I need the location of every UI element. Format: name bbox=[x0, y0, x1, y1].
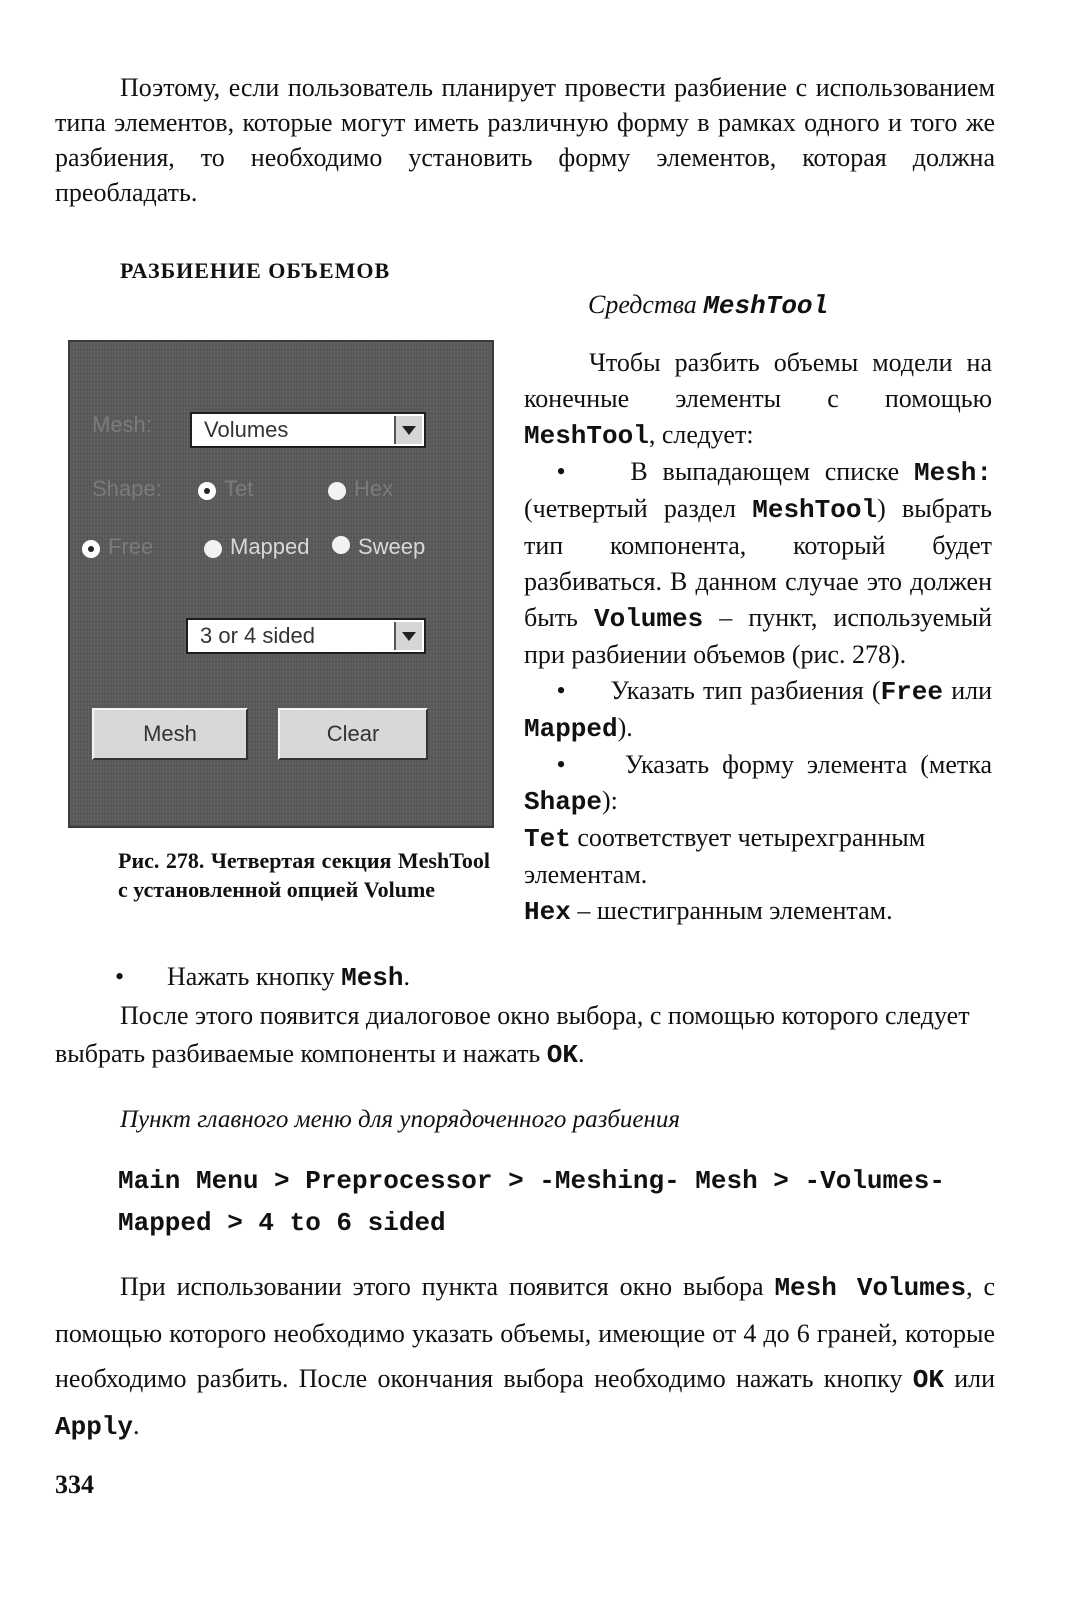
rp1-code: MeshTool bbox=[524, 421, 649, 451]
b2-b: или bbox=[951, 676, 993, 705]
b3-b: ): bbox=[602, 786, 618, 815]
b2-code1: Free bbox=[880, 677, 943, 707]
radio-tet[interactable] bbox=[198, 482, 216, 500]
rp1-tail: , следует: bbox=[648, 420, 754, 449]
mesh-label: Mesh: bbox=[92, 412, 152, 437]
tet-code: Tet bbox=[524, 824, 571, 854]
final-a: При использовании этого пункта появится окно выбора bbox=[120, 1272, 764, 1301]
b1-b: (четвертый раздел bbox=[524, 494, 737, 523]
after-code: OK bbox=[546, 1040, 579, 1070]
hex-text: – шестигранным элементам. bbox=[577, 896, 893, 925]
after-text: После этого появится диалоговое окно выбора, с помощью которого следует выбрать разбиваемые компоненты и нажать bbox=[55, 1001, 970, 1068]
subsection-title-prefix: Средства bbox=[588, 290, 697, 319]
menu-path: Main Menu > Preprocessor > -Meshing- Mesh > -Volumes- Mapped > 4 to 6 sided bbox=[118, 1166, 945, 1238]
final-c: или bbox=[954, 1364, 996, 1393]
figure-caption: Рис. 278. Четвертая секция MeshTool с установленной опцией Volume bbox=[118, 848, 490, 902]
bullet-mesh-tail: . bbox=[403, 962, 411, 991]
chevron-down-icon[interactable] bbox=[394, 416, 422, 444]
radio-tet-label: Tet bbox=[224, 476, 254, 501]
section-heading: РАЗБИЕНИЕ ОБЪЕМОВ bbox=[120, 258, 391, 283]
radio-free[interactable] bbox=[82, 540, 100, 558]
b1-code1: Mesh: bbox=[914, 458, 993, 488]
final-code1: Mesh Volumes bbox=[774, 1273, 967, 1303]
chevron-down-icon[interactable] bbox=[394, 622, 422, 650]
bullet-3: • Указать форму элемента (метка Shape): bbox=[524, 750, 992, 817]
bullet-2: • Указать тип разбиения (Free или Mapped). bbox=[524, 676, 993, 744]
menu-path-title: Пункт главного меню для упорядоченного разбиения bbox=[120, 1106, 681, 1133]
rp1-text: Чтобы разбить объемы модели на конечные элементы с помощью bbox=[524, 348, 992, 413]
after-tail: . bbox=[578, 1039, 585, 1068]
radio-sweep-label: Sweep bbox=[358, 534, 426, 559]
radio-hex[interactable] bbox=[328, 482, 346, 500]
bullet-1: • В выпадающем списке Mesh: (четвертый раздел MeshTool) выбрать тип компонента, который будет разбиваться. В данном случае это должен быть Volumes – пункт, используемый при разбиении объемов (рис. 278). bbox=[524, 457, 993, 669]
subsection-title bbox=[588, 290, 828, 321]
page-number: 334 bbox=[55, 1470, 94, 1499]
b2-c: ). bbox=[617, 713, 633, 742]
radio-hex-label: Hex bbox=[354, 476, 394, 501]
b3-code: Shape bbox=[524, 787, 603, 817]
clear-button[interactable]: Clear bbox=[278, 708, 428, 760]
right-paragraph-1 bbox=[524, 345, 992, 454]
b1-code3: Volumes bbox=[593, 604, 704, 634]
b2-code2: Mapped bbox=[524, 714, 618, 744]
radio-mapped[interactable] bbox=[204, 540, 222, 558]
after-paragraph bbox=[55, 997, 995, 1074]
right-column bbox=[524, 345, 992, 930]
mesh-button[interactable]: Mesh bbox=[92, 708, 248, 760]
b1-a: В выпадающем списке bbox=[630, 457, 900, 486]
radio-sweep[interactable] bbox=[332, 536, 350, 554]
b2-a: Указать тип разбиения ( bbox=[610, 676, 881, 705]
sided-combo[interactable] bbox=[186, 618, 426, 654]
bullet-mesh-code: Mesh bbox=[341, 963, 404, 993]
final-paragraph bbox=[55, 1264, 995, 1450]
final-code3: Apply bbox=[55, 1412, 134, 1442]
final-b: , с помощью которого необходимо указать объемы, имеющие от 4 до 6 граней, которые необходимо разбить. После окончания выбора необходимо нажать кнопку bbox=[55, 1272, 995, 1393]
shape-label: Shape: bbox=[92, 476, 162, 501]
meshtool-screenshot bbox=[68, 340, 494, 828]
mesh-type-combo-value: Volumes bbox=[204, 417, 289, 442]
bullet-mesh-text: Нажать кнопку bbox=[167, 962, 335, 991]
hex-code: Hex bbox=[524, 897, 571, 927]
b1-code2: MeshTool bbox=[752, 495, 878, 525]
radio-mapped-label: Mapped bbox=[230, 534, 310, 559]
mesh-type-combo[interactable] bbox=[190, 412, 426, 448]
hex-line bbox=[524, 893, 992, 930]
tet-line bbox=[524, 820, 992, 893]
intro-text: Поэтому, если пользователь планирует провести разбиение с использованием типа элементов, которые могут иметь различную форму в рамках одного и того же разбиения, то необходимо установить форму элементов, которая должна преобладать. bbox=[55, 73, 995, 207]
b1-d: – пункт, используемый при разбиении объемов (рис. 278). bbox=[524, 603, 993, 669]
tet-text: соответствует четырехгранным элементам. bbox=[524, 823, 926, 889]
subsection-title-code: MeshTool bbox=[703, 291, 829, 321]
b1-c: ) выбрать тип компонента, который будет разбиваться. В данном случае это должен быть bbox=[524, 494, 992, 632]
intro-paragraph bbox=[55, 70, 995, 210]
b3-a: Указать форму элемента (метка bbox=[624, 750, 992, 779]
final-d: . bbox=[133, 1411, 140, 1440]
bullet-press-mesh: • Нажать кнопку Mesh. bbox=[115, 962, 411, 993]
final-code2: OK bbox=[912, 1365, 944, 1395]
sided-combo-value: 3 or 4 sided bbox=[200, 623, 315, 648]
radio-free-label: Free bbox=[108, 534, 154, 559]
